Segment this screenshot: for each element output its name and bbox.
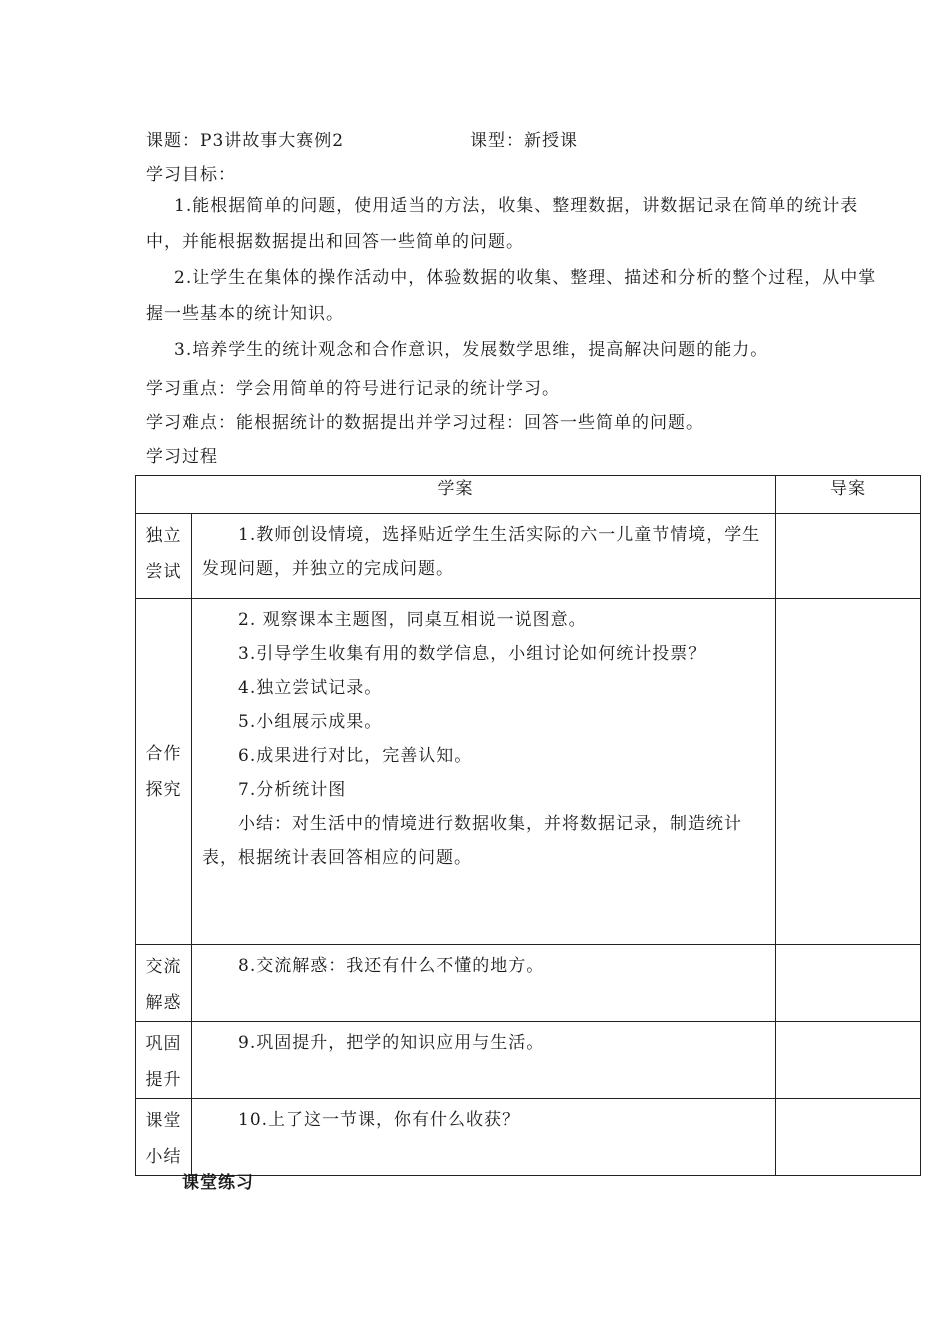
lesson-type-label: 课型：新授课 xyxy=(470,131,578,151)
topic-label: 课题：P3讲故事大赛例2 xyxy=(146,131,345,151)
learning-plan-table xyxy=(135,475,921,1176)
stage-label: 课堂 小结 xyxy=(136,1099,192,1176)
study-cell: 9.巩固提升，把学的知识应用与生活。 xyxy=(192,1022,776,1099)
objectives-heading: 学习目标： xyxy=(146,165,236,185)
objective-item: 2.让学生在集体的操作活动中，体验数据的收集、整理、描述和分析的整个过程，从中掌握一些基本的统计知识。 xyxy=(146,268,877,324)
table-row xyxy=(136,945,921,1022)
guide-cell xyxy=(776,599,921,945)
guide-cell xyxy=(776,514,921,599)
stage-label: 独立 尝试 xyxy=(136,514,192,599)
table-header-row xyxy=(136,476,921,514)
process-heading: 学习过程 xyxy=(146,447,218,467)
table-row xyxy=(136,599,921,945)
objective-item: 1.能根据简单的问题，使用适当的方法，收集、整理数据，讲数据记录在简单的统计表中，并能根据数据提出和回答一些简单的问题。 xyxy=(146,196,859,252)
column-header-study: 学案 xyxy=(136,476,776,514)
table-row xyxy=(136,514,921,599)
study-cell: 8.交流解惑：我还有什么不懂的地方。 xyxy=(192,945,776,1022)
table-row xyxy=(136,1099,921,1176)
guide-cell xyxy=(776,1099,921,1176)
difficulty: 学习难点：能根据统计的数据提出并学习过程：回答一些简单的问题。 xyxy=(146,413,704,433)
guide-cell xyxy=(776,1022,921,1099)
stage-label: 巩固 提升 xyxy=(136,1022,192,1099)
guide-cell xyxy=(776,945,921,1022)
study-cell: 2. 观察课本主题图，同桌互相说一说图意。 3.引导学生收集有用的数学信息，小组讨论如何统计投票？ 4.独立尝试记录。 5.小组展示成果。 6.成果进行对比，完善认知。 7.分析统计图 小结：对生活中的情境进行数据收集，并将数据记录，制造统计表，根据统计表回答相应的问题。 xyxy=(192,599,776,945)
practice-heading: 课堂练习 xyxy=(182,1173,254,1193)
key-point: 学习重点：学会用简单的符号进行记录的统计学习。 xyxy=(146,379,560,399)
study-cell: 1.教师创设情境，选择贴近学生生活实际的六一儿童节情境，学生发现问题，并独立的完成问题。 xyxy=(192,514,776,599)
study-cell: 10.上了这一节课，你有什么收获？ xyxy=(192,1099,776,1176)
table-row xyxy=(136,1022,921,1099)
column-header-guide: 导案 xyxy=(776,476,921,514)
stage-label: 交流 解惑 xyxy=(136,945,192,1022)
stage-label: 合作 探究 xyxy=(136,599,192,945)
objective-item: 3.培养学生的统计观念和合作意识，发展数学思维，提高解决问题的能力。 xyxy=(174,340,769,360)
